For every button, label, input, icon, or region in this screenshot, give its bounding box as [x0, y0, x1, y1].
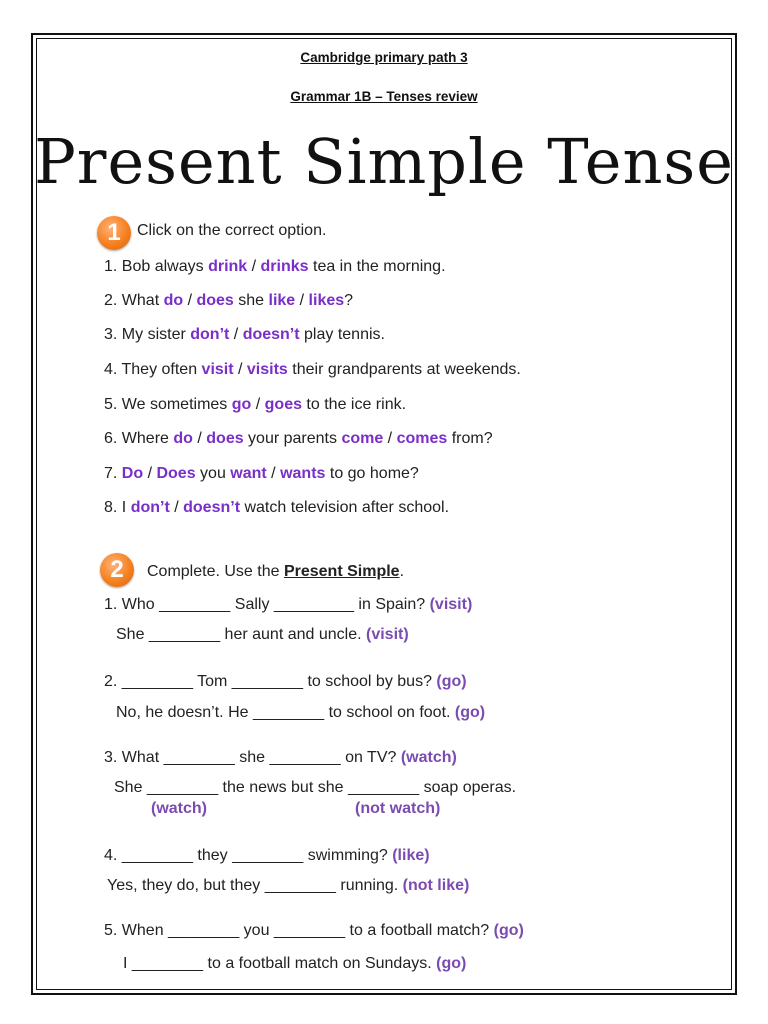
answer-option[interactable]: does [196, 292, 234, 309]
verb-hint: (not like) [402, 877, 470, 894]
option-separator: / [266, 465, 281, 482]
verb-hint: (go) [493, 922, 524, 939]
answer-option[interactable]: Do [121, 465, 144, 482]
sentence-text: What [121, 292, 164, 309]
line-text: She ________ her aunt and uncle. [116, 626, 362, 643]
answer-option[interactable]: drinks [260, 258, 309, 275]
exercise-2-line [116, 626, 409, 644]
sentence-text: play tennis. [299, 326, 385, 343]
item-number: 7. [104, 465, 118, 482]
section-2-instruction-emphasis: Present Simple [283, 563, 400, 580]
answer-option[interactable]: does [206, 430, 244, 447]
sentence-text: to the ice rink. [301, 396, 407, 413]
answer-option[interactable]: like [268, 292, 296, 309]
sentence-text: tea in the morning. [308, 258, 446, 275]
answer-option[interactable]: go [231, 396, 252, 413]
line-text: Yes, they do, but they ________ running. [107, 877, 399, 894]
sentence-text: watch television after school. [240, 499, 450, 516]
exercise-1-item [104, 292, 353, 310]
verb-hint: (go) [436, 673, 467, 690]
exercise-1-item [104, 396, 406, 414]
answer-option[interactable]: Does [156, 465, 196, 482]
exercise-1-item [104, 361, 521, 379]
sentence-text: your parents [243, 430, 342, 447]
option-separator: / [295, 292, 309, 309]
section-2-instruction [147, 563, 404, 581]
line-text: No, he doesn’t. He ________ to school on foot. [116, 704, 451, 721]
sentence-text: My sister [121, 326, 191, 343]
option-separator: / [247, 258, 261, 275]
verb-hint: (watch) [400, 749, 457, 766]
answer-option[interactable]: visits [246, 361, 288, 378]
sentence-text: their grandparents at weekends. [287, 361, 521, 378]
answer-option[interactable]: don’t [190, 326, 230, 343]
exercise-1-item [104, 499, 449, 517]
exercise-2-line [104, 673, 467, 691]
section-1-number-badge: 1 [97, 216, 131, 250]
line-text: 5. When ________ you ________ to a football match? [104, 922, 490, 939]
course-title: Cambridge primary path 3 [300, 50, 468, 65]
answer-option[interactable]: doesn’t [183, 499, 241, 516]
answer-option[interactable]: do [173, 430, 193, 447]
option-separator: / [183, 292, 197, 309]
sentence-text: They often [121, 361, 202, 378]
answer-option[interactable]: doesn’t [242, 326, 300, 343]
sentence-text: We sometimes [121, 396, 232, 413]
verb-hint-below: (watch) [151, 800, 207, 817]
sentence-text: Where [121, 430, 174, 447]
answer-option[interactable]: don’t [130, 499, 170, 516]
verb-hint: (visit) [429, 596, 473, 613]
answer-option[interactable]: do [163, 292, 184, 309]
section-2-instruction-post: . [399, 563, 405, 580]
sentence-text: ? [344, 292, 354, 309]
option-separator: / [251, 396, 265, 413]
line-text: She ________ the news but she ________ soap operas. [114, 779, 517, 796]
item-number: 1. [104, 258, 118, 275]
unit-title: Grammar 1B – Tenses review [290, 89, 478, 104]
line-text: I ________ to a football match on Sundays. [123, 955, 432, 972]
option-separator: / [383, 430, 397, 447]
item-number: 4. [104, 361, 118, 378]
exercise-1-item [104, 430, 493, 448]
verb-hint: (go) [454, 704, 486, 721]
sentence-text: I [121, 499, 131, 516]
exercise-2-line [104, 922, 524, 940]
exercise-2-line [107, 877, 469, 895]
item-number: 3. [104, 326, 118, 343]
option-separator: / [233, 361, 247, 378]
verb-hint: (like) [392, 847, 430, 864]
answer-option[interactable]: wants [280, 465, 326, 482]
worksheet-title: Present Simple Tense [34, 125, 734, 198]
exercise-2-line [104, 749, 457, 767]
answer-option[interactable]: want [230, 465, 267, 482]
answer-option[interactable]: goes [264, 396, 302, 413]
answer-option[interactable]: comes [396, 430, 448, 447]
option-separator: / [229, 326, 243, 343]
exercise-1-item [104, 258, 446, 276]
section-1-instruction: Click on the correct option. [137, 222, 327, 239]
answer-option[interactable]: visit [201, 361, 234, 378]
verb-hint: (visit) [366, 626, 409, 643]
item-number: 8. [104, 499, 118, 516]
item-number: 5. [104, 396, 118, 413]
verb-hint: (go) [436, 955, 467, 972]
sentence-text: to go home? [325, 465, 419, 482]
section-2-instruction-pre: Complete. Use the [147, 563, 284, 580]
exercise-2-line [104, 847, 430, 865]
sentence-text: you [195, 465, 231, 482]
sentence-text: she [233, 292, 269, 309]
exercise-1-item [104, 465, 419, 483]
option-separator: / [143, 465, 157, 482]
line-text: 2. ________ Tom ________ to school by bus? [104, 673, 432, 690]
exercise-2-line [116, 704, 485, 722]
option-separator: / [169, 499, 184, 516]
sentence-text: from? [447, 430, 493, 447]
item-number: 6. [104, 430, 118, 447]
line-text: 4. ________ they ________ swimming? [104, 847, 388, 864]
exercise-2-line [114, 779, 516, 797]
verb-hint-below: (not watch) [355, 800, 441, 817]
answer-option[interactable]: drink [208, 258, 248, 275]
exercise-1-item [104, 326, 385, 344]
exercise-2-line [104, 596, 472, 614]
sentence-text: Bob always [121, 258, 209, 275]
line-text: 1. Who ________ Sally _________ in Spain? [104, 596, 426, 613]
option-separator: / [192, 430, 207, 447]
item-number: 2. [104, 292, 118, 309]
line-text: 3. What ________ she ________ on TV? [104, 749, 397, 766]
answer-option[interactable]: come [341, 430, 384, 447]
exercise-2-line [123, 955, 466, 973]
section-2-number-badge: 2 [100, 553, 134, 587]
answer-option[interactable]: likes [308, 292, 345, 309]
